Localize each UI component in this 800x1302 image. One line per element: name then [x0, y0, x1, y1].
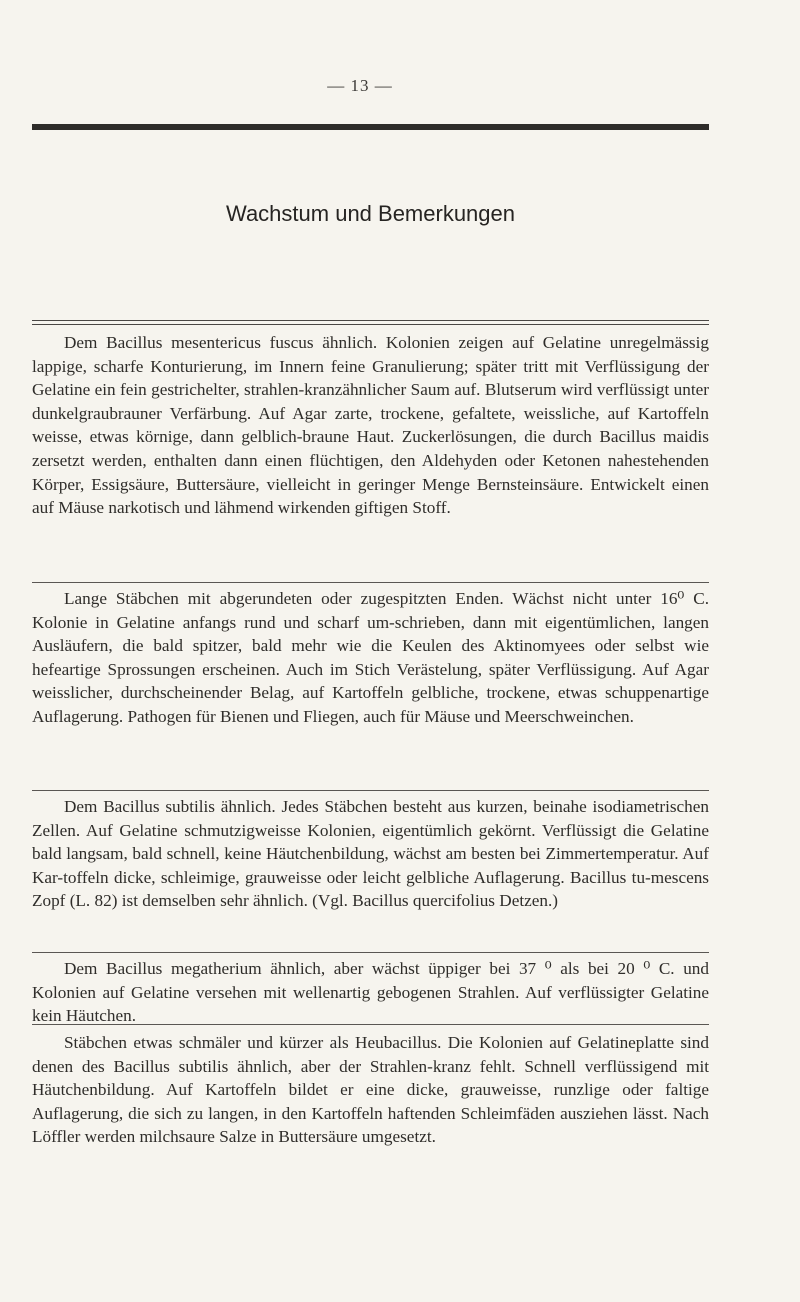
top-rule [32, 124, 709, 130]
entry-paragraph: Dem Bacillus mesentericus fuscus ähnlich. Kolonien zeigen auf Gelatine unregelmässig lappige, scharfe Konturierung, im Innern feine Granulierung; später tritt mit Verflüssigung der Gelatine ein fein gestrichelter, strahlen-kranzähnlicher Saum auf. Blutserum wird verflüssigt unter dunkelgraubrauner Verfärbung. Auf Agar zarte, trockene, gefaltete, weissliche, auf Kartoffeln weisse, etwas körnige, dann gelblich-braune Haut. Zuckerlösungen, die durch Bacillus maidis zersetzt werden, enthalten dann einen flüchtigen, den Aldehyden oder Ketonen nahestehenden Körper, Essigsäure, Buttersäure, vielleicht in geringer Menge Bernsteinsäure. Entwickelt einen auf Mäuse narkotisch und lähmend wirkenden giftigen Stoff. [32, 333, 709, 518]
entry-paragraph: Dem Bacillus subtilis ähnlich. Jedes Stäbchen besteht aus kurzen, beinahe isodiametrischen Zellen. Auf Gelatine schmutzigweisse Kolonien, eigentümlich gekörnt. Verflüssigt die Gelatine bald langsam, bald schnell, keine Häutchenbildung, wächst am besten bei Zimmertemperatur. Auf Kar-toffeln dicke, schleimige, grauweisse oder leicht gelbliche Auflagerung. Bacillus tu-mescens Zopf (L. 82) ist demselben sehr ähnlich. (Vgl. Bacillus quercifolius Detzen.) [32, 797, 709, 911]
entry-paragraph: Stäbchen etwas schmäler und kürzer als Heubacillus. Die Kolonien auf Gelatineplatte sind denen des Bacillus subtilis ähnlich, aber der Strahlen-kranz fehlt. Schnell verflüssigend mit Häutchenbildung. Auf Kartoffeln bildet er eine dicke, grauweisse, runzlige oder faltige Auflagerung, die sich zu langen, in den Kartoffeln haftenden Schleimfäden ausziehen lässt. Nach Löffler werden milchsaure Salze in Buttersäure umgesetzt. [32, 1033, 709, 1147]
entry-paragraph: Lange Stäbchen mit abgerundeten oder zugespitzten Enden. Wächst nicht unter 16⁰ C. Kolonie in Gelatine anfangs rund und scharf um-schrieben, dann mit eigentümlichen, langen Ausläufern, die bald spitzer, bald mehr wie die Keulen des Aktinomyees oder selbst wie hefeartige Sprossungen erscheinen. Auch im Stich Verästelung, später Verflüssigung. Auf Agar weisslicher, durchscheinender Belag, auf Kartoffeln gelbliche, trockene, etwas schuppenartige Auflagerung. Pathogen für Bienen und Fliegen, auch für Mäuse und Meerschweinchen. [32, 589, 709, 726]
entry-divider [32, 582, 709, 583]
column-heading: Wachstum und Bemerkungen [226, 201, 515, 226]
heading-double-rule [32, 320, 709, 325]
entry-divider [32, 790, 709, 791]
entry-divider [32, 1024, 709, 1025]
entry-divider [32, 952, 709, 953]
page-number: — 13 — [327, 76, 393, 95]
entry-paragraph: Dem Bacillus megatherium ähnlich, aber wächst üppiger bei 37 ⁰ als bei 20 ⁰ C. und Kolonien auf Gelatine versehen mit wellenartig gebogenen Strahlen. Auf verflüssigter Gelatine kein Häutchen. [32, 959, 709, 1026]
